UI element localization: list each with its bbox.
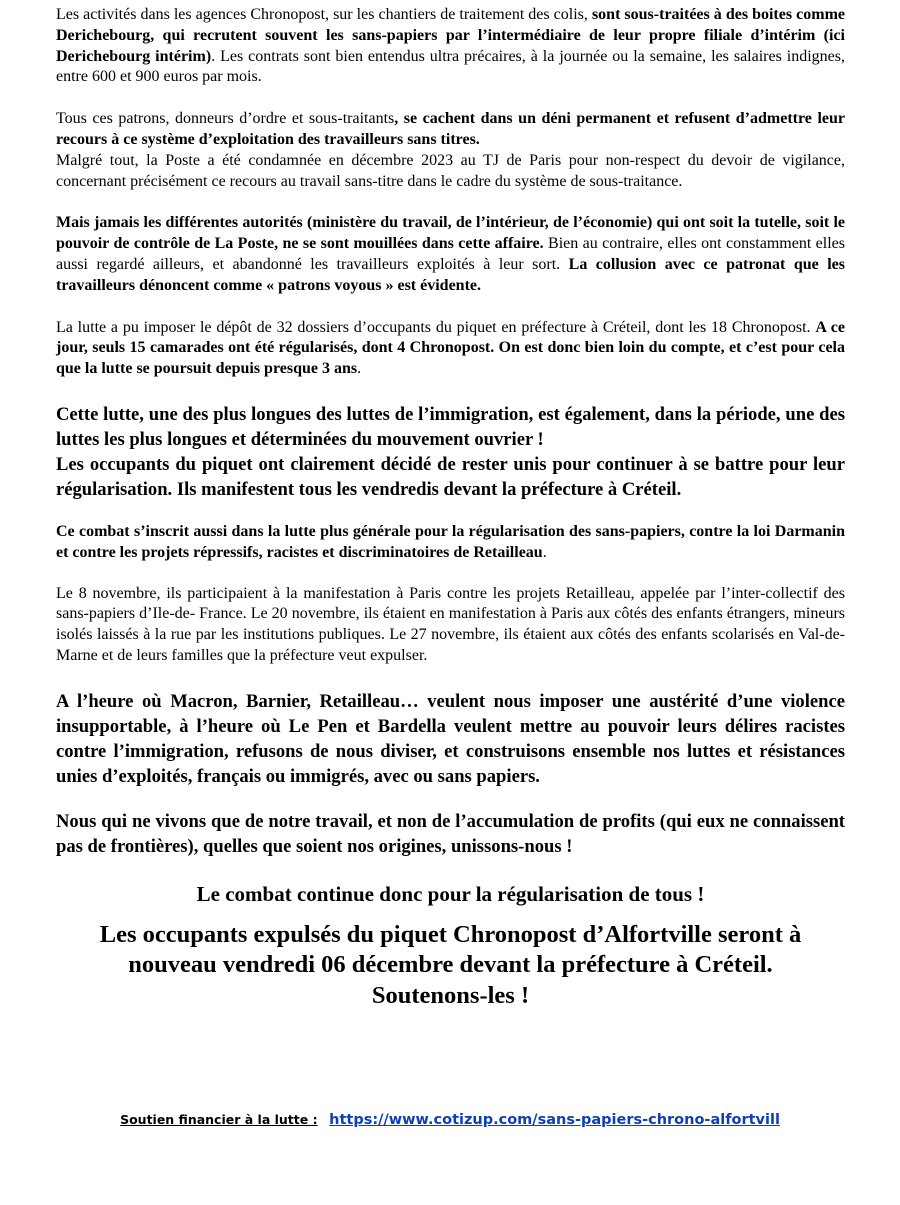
- text-run-bold: A l’heure où Macron, Barnier, Retailleau… veulent nous imposer une austérité d’une violence insupportable, à l’heure où Le Pen et Bardella veulent mettre au pouvoir leurs délires racistes contre l’immigration, refusons de nous diviser, et construisons ensemble nos luttes et résistances unies d’exploités, français ou immigrés, avec ou sans papiers.: [56, 690, 845, 787]
- text-run-bold: Cette lutte, une des plus longues des luttes de l’immigration, est également, dans la période, une des luttes les plus longues et déterminées du mouvement ouvrier !: [56, 403, 845, 450]
- text-run-bold: Le combat continue donc pour la régularisation de tous !: [196, 881, 705, 906]
- financial-support-label: Soutien financier à la lutte :: [120, 1112, 318, 1127]
- paragraph-austerity: [56, 689, 845, 789]
- text-run: .: [542, 543, 547, 561]
- text-run: Les activités dans les agences Chronopost, sur les chantiers de traitement des colis,: [56, 6, 592, 23]
- text-run-bold: Les occupants du piquet ont clairement décidé de rester unis pour continuer à se battre pour leur régularisation. Ils manifestent tous les vendredis devant la préfecture à Créteil.: [56, 453, 845, 500]
- text-run: Le 8 novembre, ils participaient à la manifestation à Paris contre les projets Retailleau, appelée par l’inter-collectif des sans-papiers d’Ile-de- France. Le 20 novembre, ils étaient en manifestation à Paris aux côtés des enfants étrangers, mineurs isolés laissés à la rue par les institutions publiques. Le 27 novembre, ils étaient aux côtés des enfants scolarisés en Val-de-Marne et de leurs familles que la préfecture veut expulser.: [56, 584, 845, 664]
- paragraph-long-struggle: [56, 402, 845, 452]
- paragraph-general-struggle: [56, 522, 845, 564]
- text-run: .: [357, 360, 362, 378]
- announcement-line-2: [56, 950, 845, 981]
- text-run: Bien au contraire, elles ont constamment elles aussi regardé ailleurs, et abandonné les travailleurs exploités à leur sort.: [56, 235, 845, 273]
- cotizup-link[interactable]: https://www.cotizup.com/sans-papiers-chrono-alfortvill: [329, 1112, 780, 1128]
- text-run-bold: , se cachent dans un déni permanent et refusent d’admettre leur recours à ce système d’exploitation des travailleurs sans titres.: [56, 110, 845, 148]
- paragraph-united: [56, 452, 845, 502]
- announcement-line-3: [56, 981, 845, 1012]
- paragraph-condemnation: [56, 151, 845, 193]
- text-run-bold: nouveau vendredi 06 décembre devant la préfecture à Créteil.: [128, 951, 773, 979]
- paragraph-demonstrations: [56, 584, 845, 667]
- text-run: . Les contrats sont bien entendus ultra précaires, à la journée ou la semaine, les salaires indignes, entre 600 et 900 euros par mois.: [56, 47, 845, 86]
- paragraph-subcontracting: [56, 5, 845, 88]
- text-run-bold: La collusion avec ce patronat que les travailleurs dénoncent comme « patrons voyous » est évidente.: [56, 255, 846, 294]
- text-run-bold: Soutenons-les !: [371, 981, 530, 1009]
- text-run-bold: Nous qui ne vivons que de notre travail, et non de l’accumulation de profits (qui eux ne connaissent pas de frontières), quelles que soient nos origines, unissons-nous !: [56, 810, 845, 857]
- text-run: La lutte a pu imposer le dépôt de 32 dossiers d’occupants du piquet en préfecture à Créteil, dont les 18 Chronopost.: [56, 318, 816, 336]
- text-run-bold: A ce jour, seuls 15 camarades ont été régularisés, dont 4 Chronopost. On est donc bien loin du compte, et c’est pour cela que la lutte se poursuit depuis presque 3 ans: [56, 318, 846, 378]
- text-run-bold: Les occupants expulsés du piquet Chronopost d’Alfortville seront à: [99, 920, 802, 948]
- text-run-bold: sont sous-traitées à des boites comme Derichebourg, qui recrutent souvent les sans-papiers par l’intermédiaire de leur propre filiale d’intérim (ici Derichebourg intérim): [56, 6, 845, 65]
- financial-support-footer: [0, 1109, 900, 1128]
- text-run-bold: Ce combat s’inscrit aussi dans la lutte plus générale pour la régularisation des sans-papiers, contre la loi Darmanin et contre les projets répressifs, racistes et discriminatoires de Retailleau: [56, 522, 845, 561]
- text-run: Tous ces patrons, donneurs d’ordre et sous-traitants: [56, 110, 395, 128]
- text-run-bold: Mais jamais les différentes autorités (ministère du travail, de l’intérieur, de l’économie) qui ont soit la tutelle, soit le pouvoir de contrôle de La Poste, ne se sont mouillées dans cette affaire.: [56, 214, 845, 253]
- paragraph-denial: [56, 109, 845, 151]
- document-page: [0, 5, 900, 1205]
- announcement-line-1: [56, 920, 845, 951]
- paragraph-dossiers: [56, 318, 845, 380]
- combat-continues-line: [56, 880, 845, 908]
- paragraph-unite: [56, 809, 845, 859]
- text-run: Malgré tout, la Poste a été condamnée en décembre 2023 au TJ de Paris pour non-respect du devoir de vigilance, concernant précisément ce recours au travail sans-titre dans le cadre du système de sous-traitance.: [56, 151, 845, 190]
- paragraph-authorities: [56, 213, 845, 296]
